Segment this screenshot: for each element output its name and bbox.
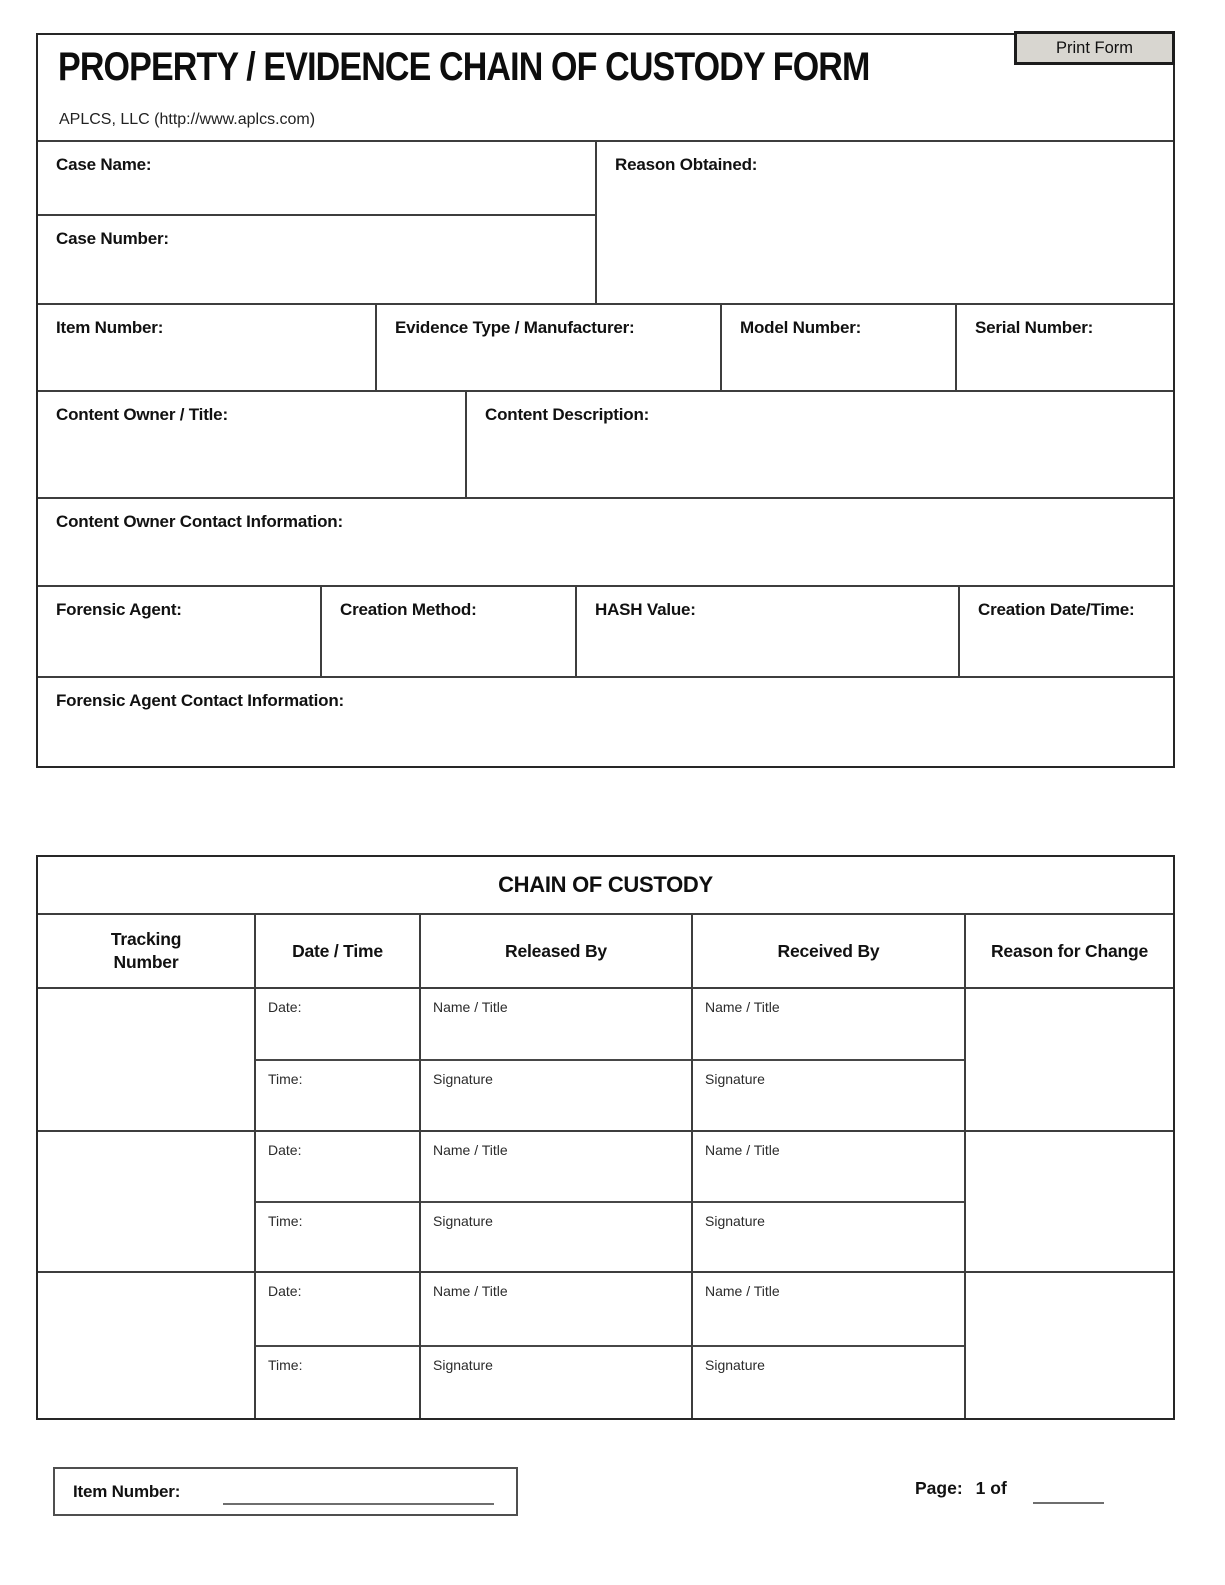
date-field[interactable]: [256, 1273, 419, 1347]
forensic-agent-field[interactable]: [38, 587, 322, 676]
released-signature-field[interactable]: [421, 1203, 691, 1272]
page-title: PROPERTY / EVIDENCE CHAIN OF CUSTODY FORM: [58, 45, 870, 89]
page-number-info: [915, 1478, 1104, 1504]
content-description-field[interactable]: [467, 392, 1173, 497]
released-by-cell: [421, 1273, 693, 1418]
released-signature-label: Signature: [433, 1356, 493, 1373]
column-header-released-by: Released By: [421, 915, 693, 987]
item-number-label: Item Number:: [56, 318, 164, 337]
received-name-field[interactable]: [693, 1132, 964, 1203]
date-time-cell: [256, 1273, 421, 1418]
case-name-field[interactable]: [38, 142, 595, 214]
date-field[interactable]: [256, 1132, 419, 1203]
date-field[interactable]: [256, 989, 419, 1061]
received-name-label: Name / Title: [705, 1283, 780, 1299]
form-header: [38, 35, 1173, 140]
forensic-agent-contact-field[interactable]: [38, 678, 1173, 766]
creation-datetime-field[interactable]: [960, 587, 1173, 676]
forensic-contact-section: [38, 676, 1173, 766]
forensic-agent-label: Forensic Agent:: [56, 600, 182, 619]
time-label: Time:: [268, 1356, 303, 1373]
date-label: Date:: [268, 999, 302, 1015]
received-by-cell: [693, 1132, 966, 1271]
company-line: APLCS, LLC (http://www.aplcs.com): [59, 111, 316, 128]
received-name-field[interactable]: [693, 1273, 964, 1347]
date-label: Date:: [268, 1142, 302, 1158]
item-number-underline: [223, 1503, 494, 1506]
creation-datetime-label: Creation Date/Time:: [978, 600, 1135, 619]
released-name-field[interactable]: [421, 989, 691, 1061]
custody-row-1: [38, 987, 1173, 1130]
forensic-agent-contact-label: Forensic Agent Contact Information:: [56, 691, 344, 710]
custody-row-2: [38, 1130, 1173, 1271]
released-signature-label: Signature: [433, 1212, 493, 1229]
hash-value-label: HASH Value:: [595, 600, 696, 619]
print-form-button[interactable]: Print Form: [1014, 31, 1175, 65]
received-name-label: Name / Title: [705, 999, 780, 1015]
case-left-column: [38, 142, 597, 303]
page-count-underline[interactable]: [1033, 1502, 1104, 1505]
column-header-date-time: Date / Time: [256, 915, 421, 987]
page-label: Page:: [915, 1478, 963, 1498]
released-signature-label: Signature: [433, 1070, 493, 1087]
chain-of-custody-table: [36, 855, 1175, 1420]
time-label: Time:: [268, 1212, 303, 1229]
received-signature-label: Signature: [705, 1070, 765, 1087]
reason-for-change-field[interactable]: [966, 1132, 1173, 1271]
content-owner-field[interactable]: [38, 392, 467, 497]
received-signature-label: Signature: [705, 1356, 765, 1373]
released-by-cell: [421, 1132, 693, 1271]
tracking-number-field[interactable]: [38, 1132, 256, 1271]
released-signature-field[interactable]: [421, 1347, 691, 1419]
received-signature-field[interactable]: [693, 1203, 964, 1272]
date-time-cell: [256, 1132, 421, 1271]
content-owner-label: Content Owner / Title:: [56, 405, 228, 424]
received-name-label: Name / Title: [705, 1142, 780, 1158]
released-by-cell: [421, 989, 693, 1130]
received-signature-field[interactable]: [693, 1347, 964, 1419]
serial-number-field[interactable]: [957, 305, 1173, 390]
case-name-label: Case Name:: [56, 155, 152, 174]
time-label: Time:: [268, 1070, 303, 1087]
released-name-label: Name / Title: [433, 999, 508, 1015]
released-name-field[interactable]: [421, 1132, 691, 1203]
released-signature-field[interactable]: [421, 1061, 691, 1131]
column-header-tracking-number: Tracking Number: [38, 915, 256, 987]
evidence-type-field[interactable]: [377, 305, 722, 390]
reason-obtained-label: Reason Obtained:: [615, 155, 758, 174]
content-description-label: Content Description:: [485, 405, 650, 424]
case-number-field[interactable]: [38, 214, 595, 303]
evidence-form: [36, 33, 1175, 768]
custody-row-3: [38, 1271, 1173, 1418]
forensic-section: [38, 585, 1173, 676]
case-section: [38, 140, 1173, 303]
column-header-received-by: Received By: [693, 915, 966, 987]
received-name-field[interactable]: [693, 989, 964, 1061]
custody-table-header: [38, 913, 1173, 987]
time-field[interactable]: [256, 1347, 419, 1419]
footer-item-number-box[interactable]: [53, 1467, 518, 1516]
tracking-number-field[interactable]: [38, 989, 256, 1130]
owner-contact-section: [38, 497, 1173, 585]
released-name-label: Name / Title: [433, 1142, 508, 1158]
footer-item-number-label: Item Number:: [73, 1481, 181, 1501]
date-time-cell: [256, 989, 421, 1130]
evidence-type-label: Evidence Type / Manufacturer:: [395, 318, 635, 337]
received-signature-field[interactable]: [693, 1061, 964, 1131]
received-by-cell: [693, 1273, 966, 1418]
reason-obtained-field[interactable]: [597, 142, 1173, 303]
page-value: 1 of: [975, 1478, 1007, 1498]
content-section: [38, 390, 1173, 497]
released-name-field[interactable]: [421, 1273, 691, 1347]
received-signature-label: Signature: [705, 1212, 765, 1229]
custody-table-title: CHAIN OF CUSTODY: [498, 872, 713, 897]
received-by-cell: [693, 989, 966, 1130]
creation-method-label: Creation Method:: [340, 600, 477, 619]
date-label: Date:: [268, 1283, 302, 1299]
time-field[interactable]: [256, 1203, 419, 1272]
tracking-number-field[interactable]: [38, 1273, 256, 1418]
time-field[interactable]: [256, 1061, 419, 1131]
reason-for-change-field[interactable]: [966, 989, 1173, 1130]
reason-for-change-field[interactable]: [966, 1273, 1173, 1418]
creation-method-field[interactable]: [322, 587, 577, 676]
model-number-label: Model Number:: [740, 318, 862, 337]
model-number-field[interactable]: [722, 305, 957, 390]
item-number-field[interactable]: [38, 305, 377, 390]
item-section: [38, 303, 1173, 390]
column-header-reason-for-change: Reason for Change: [990, 940, 1149, 961]
hash-value-field[interactable]: [577, 587, 960, 676]
case-number-label: Case Number:: [56, 229, 169, 248]
serial-number-label: Serial Number:: [975, 318, 1094, 337]
released-name-label: Name / Title: [433, 1283, 508, 1299]
content-owner-contact-label: Content Owner Contact Information:: [56, 512, 343, 531]
content-owner-contact-field[interactable]: [38, 499, 1173, 585]
